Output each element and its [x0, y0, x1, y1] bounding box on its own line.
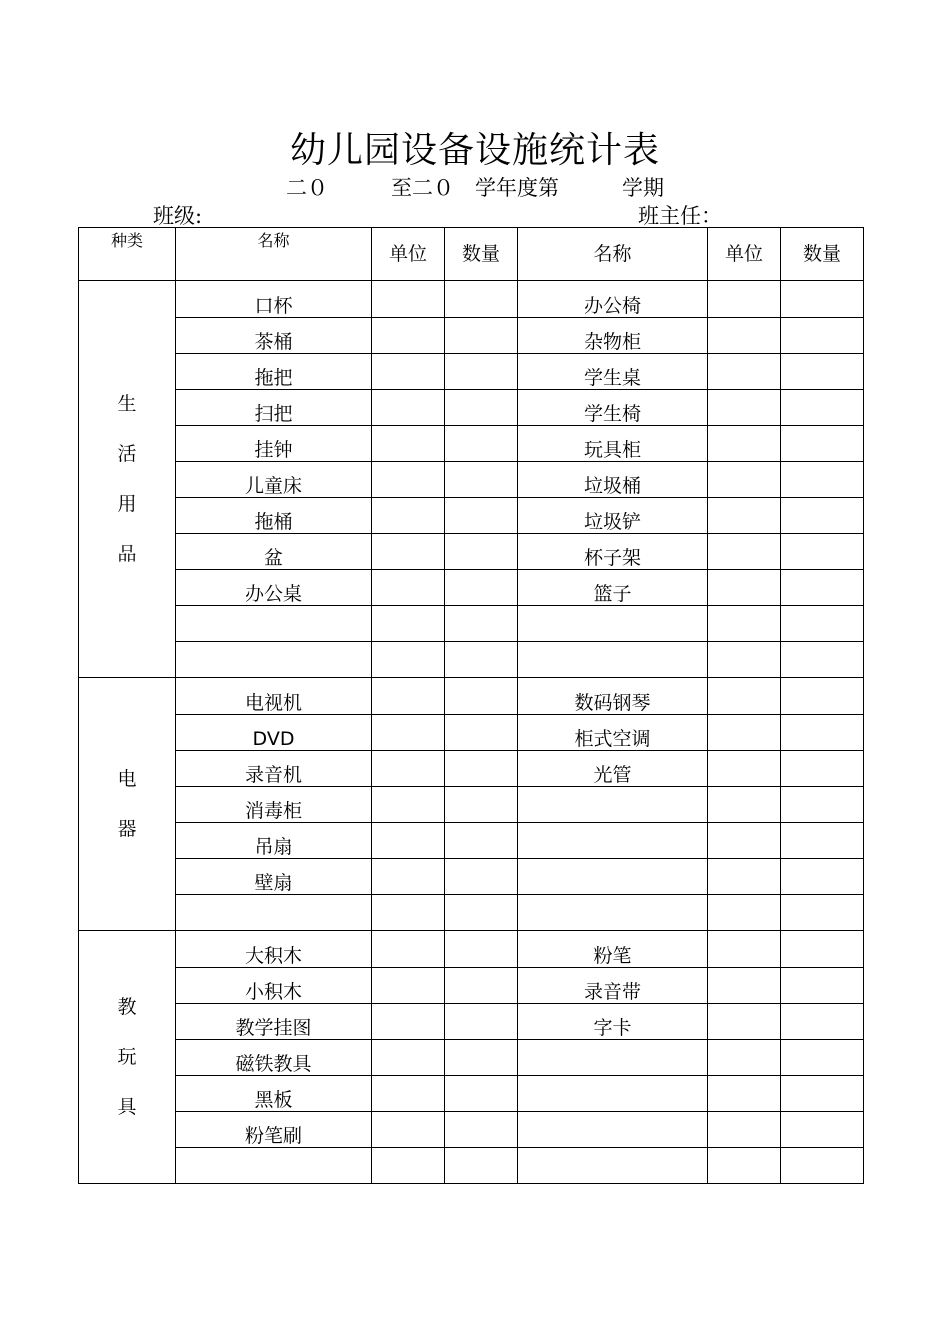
- item-name-right: [518, 787, 708, 823]
- qty-left-cell: [445, 751, 518, 787]
- unit-left-cell: [372, 895, 445, 931]
- table-row: [79, 1040, 864, 1076]
- unit-left-cell: [372, 281, 445, 318]
- category-cell: [79, 931, 176, 1184]
- table-row: [79, 1004, 864, 1040]
- unit-left-cell: [372, 462, 445, 498]
- unit-right-cell: [708, 1040, 781, 1076]
- qty-right-cell: [781, 1004, 864, 1040]
- table-row: [79, 751, 864, 787]
- qty-left-cell: [445, 968, 518, 1004]
- item-name-right: [518, 1040, 708, 1076]
- school-year-line: 二０ 至二０ 学年度第 学期: [286, 176, 664, 200]
- qty-left-cell: [445, 642, 518, 678]
- qty-left-cell: [445, 281, 518, 318]
- qty-right-cell: [781, 642, 864, 678]
- qty-left-cell: [445, 1076, 518, 1112]
- item-name-right: [518, 895, 708, 931]
- category-cell: [79, 281, 176, 678]
- qty-right-cell: [781, 281, 864, 318]
- qty-right-cell: [781, 1148, 864, 1184]
- item-name-left: 挂钟: [176, 426, 372, 462]
- category-char: 活: [117, 443, 137, 465]
- category-char: 生: [117, 393, 137, 415]
- unit-left-cell: [372, 823, 445, 859]
- class-label: 班级:: [153, 204, 203, 228]
- table-row: [79, 426, 864, 462]
- unit-left-cell: [372, 1040, 445, 1076]
- qty-left-cell: [445, 859, 518, 895]
- header-category: 种类: [79, 228, 176, 281]
- item-name-left: 大积木: [176, 931, 372, 968]
- item-name-right: [518, 1112, 708, 1148]
- head-teacher-label: 班主任：: [638, 204, 722, 228]
- item-name-left: 壁扇: [176, 859, 372, 895]
- unit-left-cell: [372, 678, 445, 715]
- item-name-left: 小积木: [176, 968, 372, 1004]
- unit-left-cell: [372, 931, 445, 968]
- qty-left-cell: [445, 498, 518, 534]
- table-row: [79, 390, 864, 426]
- table-row: [79, 678, 864, 715]
- header-name-right: 名称: [518, 228, 708, 281]
- table-row: [79, 534, 864, 570]
- unit-right-cell: [708, 642, 781, 678]
- qty-right-cell: [781, 859, 864, 895]
- qty-right-cell: [781, 968, 864, 1004]
- qty-left-cell: [445, 715, 518, 751]
- item-name-left: 教学挂图: [176, 1004, 372, 1040]
- item-name-left: 磁铁教具: [176, 1040, 372, 1076]
- qty-left-cell: [445, 931, 518, 968]
- unit-left-cell: [372, 715, 445, 751]
- qty-right-cell: [781, 390, 864, 426]
- unit-left-cell: [372, 642, 445, 678]
- item-name-right: 录音带: [518, 968, 708, 1004]
- item-name-right: [518, 1076, 708, 1112]
- item-name-right: 篮子: [518, 570, 708, 606]
- qty-left-cell: [445, 678, 518, 715]
- unit-left-cell: [372, 1148, 445, 1184]
- qty-right-cell: [781, 751, 864, 787]
- category-cell: [79, 678, 176, 931]
- item-name-right: [518, 606, 708, 642]
- category-char: 用: [117, 493, 137, 515]
- unit-right-cell: [708, 715, 781, 751]
- qty-left-cell: [445, 787, 518, 823]
- table-row: [79, 715, 864, 751]
- item-name-left: 消毒柜: [176, 787, 372, 823]
- item-name-right: [518, 642, 708, 678]
- unit-left-cell: [372, 859, 445, 895]
- category-char: 玩: [117, 1046, 137, 1068]
- unit-right-cell: [708, 931, 781, 968]
- unit-right-cell: [708, 968, 781, 1004]
- qty-left-cell: [445, 1112, 518, 1148]
- qty-right-cell: [781, 895, 864, 931]
- item-name-right: 垃圾铲: [518, 498, 708, 534]
- item-name-left: 儿童床: [176, 462, 372, 498]
- qty-left-cell: [445, 1040, 518, 1076]
- unit-right-cell: [708, 678, 781, 715]
- category-char: 器: [117, 818, 137, 840]
- item-name-right: 垃圾桶: [518, 462, 708, 498]
- qty-left-cell: [445, 1004, 518, 1040]
- qty-left-cell: [445, 570, 518, 606]
- unit-right-cell: [708, 498, 781, 534]
- item-name-left: 口杯: [176, 281, 372, 318]
- item-name-right: 杯子架: [518, 534, 708, 570]
- qty-left-cell: [445, 823, 518, 859]
- category-char: 具: [117, 1096, 137, 1118]
- table-row: [79, 606, 864, 642]
- item-name-right: [518, 823, 708, 859]
- unit-left-cell: [372, 787, 445, 823]
- table-row: [79, 931, 864, 968]
- unit-right-cell: [708, 534, 781, 570]
- qty-right-cell: [781, 1076, 864, 1112]
- item-name-right: 学生桌: [518, 354, 708, 390]
- qty-right-cell: [781, 570, 864, 606]
- item-name-left: DVD: [176, 715, 372, 751]
- item-name-left: 电视机: [176, 678, 372, 715]
- item-name-left: [176, 642, 372, 678]
- category-char: 品: [117, 543, 137, 565]
- unit-right-cell: [708, 354, 781, 390]
- header-qty-left: 数量: [445, 228, 518, 281]
- table-row: [79, 823, 864, 859]
- unit-left-cell: [372, 498, 445, 534]
- unit-right-cell: [708, 787, 781, 823]
- unit-right-cell: [708, 859, 781, 895]
- table-row: [79, 498, 864, 534]
- unit-left-cell: [372, 390, 445, 426]
- unit-left-cell: [372, 1004, 445, 1040]
- qty-right-cell: [781, 354, 864, 390]
- unit-right-cell: [708, 823, 781, 859]
- item-name-left: 盆: [176, 534, 372, 570]
- header-unit-left: 单位: [372, 228, 445, 281]
- item-name-right: 字卡: [518, 1004, 708, 1040]
- item-name-left: 办公桌: [176, 570, 372, 606]
- table-header-row: [79, 228, 864, 281]
- qty-right-cell: [781, 931, 864, 968]
- item-name-right: 粉笔: [518, 931, 708, 968]
- item-name-right: 学生椅: [518, 390, 708, 426]
- category-char: 电: [117, 768, 137, 790]
- unit-right-cell: [708, 895, 781, 931]
- category-char: 教: [117, 996, 137, 1018]
- table-row: [79, 281, 864, 318]
- item-name-left: 吊扇: [176, 823, 372, 859]
- item-name-right: 办公椅: [518, 281, 708, 318]
- item-name-right: 光管: [518, 751, 708, 787]
- item-name-left: 拖桶: [176, 498, 372, 534]
- qty-right-cell: [781, 318, 864, 354]
- table-row: [79, 570, 864, 606]
- table-row: [79, 1076, 864, 1112]
- table-row: [79, 1148, 864, 1184]
- table-row: [79, 642, 864, 678]
- qty-right-cell: [781, 498, 864, 534]
- qty-right-cell: [781, 1112, 864, 1148]
- unit-left-cell: [372, 534, 445, 570]
- qty-left-cell: [445, 318, 518, 354]
- unit-right-cell: [708, 751, 781, 787]
- unit-right-cell: [708, 390, 781, 426]
- qty-right-cell: [781, 534, 864, 570]
- qty-right-cell: [781, 823, 864, 859]
- qty-right-cell: [781, 462, 864, 498]
- item-name-left: 茶桶: [176, 318, 372, 354]
- qty-right-cell: [781, 715, 864, 751]
- unit-left-cell: [372, 1076, 445, 1112]
- item-name-right: 杂物柜: [518, 318, 708, 354]
- qty-right-cell: [781, 606, 864, 642]
- unit-left-cell: [372, 570, 445, 606]
- item-name-left: [176, 606, 372, 642]
- unit-right-cell: [708, 1004, 781, 1040]
- unit-right-cell: [708, 462, 781, 498]
- unit-right-cell: [708, 318, 781, 354]
- item-name-right: 玩具柜: [518, 426, 708, 462]
- unit-right-cell: [708, 426, 781, 462]
- qty-left-cell: [445, 1148, 518, 1184]
- item-name-left: 录音机: [176, 751, 372, 787]
- table-row: [79, 318, 864, 354]
- item-name-right: [518, 1148, 708, 1184]
- table-row: [79, 787, 864, 823]
- unit-left-cell: [372, 1112, 445, 1148]
- unit-right-cell: [708, 570, 781, 606]
- unit-left-cell: [372, 751, 445, 787]
- unit-left-cell: [372, 354, 445, 390]
- unit-right-cell: [708, 281, 781, 318]
- item-name-left: 粉笔刷: [176, 1112, 372, 1148]
- qty-left-cell: [445, 390, 518, 426]
- unit-left-cell: [372, 968, 445, 1004]
- qty-left-cell: [445, 895, 518, 931]
- qty-left-cell: [445, 462, 518, 498]
- table-row: [79, 895, 864, 931]
- unit-left-cell: [372, 318, 445, 354]
- item-name-left: 扫把: [176, 390, 372, 426]
- equipment-table: [78, 227, 864, 1184]
- page-title: 幼儿园设备设施统计表: [289, 130, 660, 171]
- header-name-left: 名称: [176, 228, 372, 281]
- qty-right-cell: [781, 1040, 864, 1076]
- unit-right-cell: [708, 1076, 781, 1112]
- table-row: [79, 354, 864, 390]
- item-name-left: [176, 895, 372, 931]
- table-row: [79, 462, 864, 498]
- item-name-right: 数码钢琴: [518, 678, 708, 715]
- table-row: [79, 859, 864, 895]
- qty-left-cell: [445, 534, 518, 570]
- qty-left-cell: [445, 354, 518, 390]
- unit-left-cell: [372, 426, 445, 462]
- header-unit-right: 单位: [708, 228, 781, 281]
- unit-right-cell: [708, 606, 781, 642]
- qty-right-cell: [781, 678, 864, 715]
- item-name-right: [518, 859, 708, 895]
- unit-left-cell: [372, 606, 445, 642]
- item-name-left: 拖把: [176, 354, 372, 390]
- unit-right-cell: [708, 1148, 781, 1184]
- unit-right-cell: [708, 1112, 781, 1148]
- table-row: [79, 968, 864, 1004]
- qty-left-cell: [445, 426, 518, 462]
- qty-left-cell: [445, 606, 518, 642]
- item-name-right: 柜式空调: [518, 715, 708, 751]
- table-row: [79, 1112, 864, 1148]
- item-name-left: 黑板: [176, 1076, 372, 1112]
- qty-right-cell: [781, 426, 864, 462]
- item-name-left: [176, 1148, 372, 1184]
- qty-right-cell: [781, 787, 864, 823]
- header-qty-right: 数量: [781, 228, 864, 281]
